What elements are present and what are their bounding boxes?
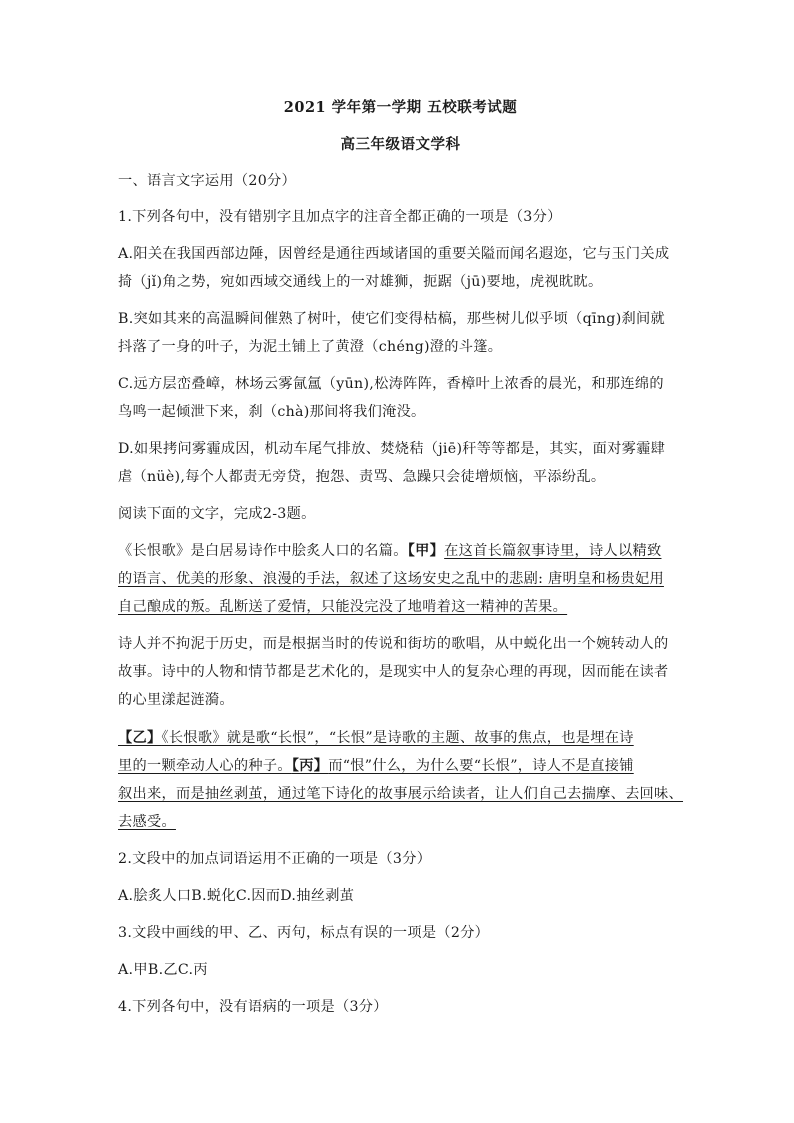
passage-paragraph-3-line-1: [118, 727, 634, 747]
question-1-option-c-line-2: 鸟鸣一起倾泄下来，刹（chà)那间将我们淹没。: [118, 404, 426, 420]
question-1-option-d-line-2: 虐（nüè),每个人都责无旁贷，抱怨、责骂、急躁只会徒增烦恼，平添纷乱。: [118, 469, 606, 485]
exam-title: 2021 学年第一学期 五校联考试题: [283, 99, 518, 116]
question-3-stem: 3.文段中画线的甲、乙、丙句，标点有误的一项是（2分）: [118, 925, 490, 941]
reading-intro: 阅读下面的文字，完成2-3题。: [118, 506, 316, 522]
passage-paragraph-1-line-1: [118, 540, 661, 560]
exam-subtitle: 高三年级语文学科: [340, 136, 461, 153]
passage-paragraph-3-line-4: 去感受。: [118, 814, 176, 830]
question-1-option-b-line-1: B.突如其来的高温瞬间催熟了树叶，使它们变得枯槁，那些树儿似乎顷（qīng)刹间就: [118, 311, 665, 327]
passage-paragraph-2-line-3: 的心里漾起涟漪。: [118, 692, 234, 708]
question-1-option-a-line-2: 掎（jǐ)角之势，宛如西域交通线上的一对雄狮，扼踞（jū)要地，虎视眈眈。: [118, 274, 603, 290]
passage-paragraph-1-line-3: 自己酿成的叛。乱断送了爱情，只能没完没了地啃着这一精神的苦果。: [118, 599, 568, 615]
underlined-sentence-jia: 在这首长篇叙事诗里，诗人以精致: [444, 543, 662, 559]
passage-paragraph-1-line-2: 的语言、优美的形象、浪漫的手法，叙述了这场安史之乱中的悲剧: 唐明皇和杨贵妃用: [118, 571, 664, 587]
question-2-stem: 2.文段中的加点词语运用不正确的一项是（3分）: [118, 851, 432, 867]
question-1-stem: 1.下列各句中，没有错别字且加点字的注音全都正确的一项是（3分）: [118, 209, 562, 225]
passage-paragraph-2-line-2: 故事。诗中的人物和情节都是艺术化的，是现实中人的复杂心理的再现，因而能在读者: [118, 664, 669, 680]
underlined-sentence-bing: 而“恨”什么，为什么要“长恨”，诗人不是直接铺: [328, 758, 634, 774]
question-4-stem: 4.下列各句中，没有语病的一项是（3分）: [118, 999, 388, 1015]
section-heading: 一、语言文字运用（20分）: [118, 173, 297, 189]
question-1-option-c-line-1: C.远方层峦叠嶂，林场云雾氤氲（yūn),松涛阵阵，香樟叶上浓香的晨光，和那连绵的: [118, 376, 664, 392]
marker-bing: 【丙】: [291, 758, 329, 774]
passage-paragraph-3-line-3: 叙出来，而是抽丝剥茧，通过笔下诗化的故事展示给读者，让人们自己去揣摩、去回味、: [118, 786, 684, 802]
marker-jia: 【甲】: [407, 543, 445, 559]
passage-plain-text: 《长恨歌》是白居易诗作中脍炙人口的名篇。: [118, 543, 408, 559]
underlined-sentence-yi-end: 里的一颗牵动人心的种子。: [118, 758, 292, 774]
question-3-options: A.甲B.乙C.丙: [118, 962, 208, 978]
underlined-sentence-yi: 《长恨歌》就是歌“长恨”，“长恨”是诗歌的主题、故事的焦点，也是埋在诗: [161, 730, 634, 746]
question-1-option-b-line-2: 抖落了一身的叶子，为泥土铺上了黄澄（chéng)澄的斗篷。: [118, 339, 503, 355]
question-2-options: A.脍炙人口B.蜕化C.因而D.抽丝剥茧: [118, 888, 355, 904]
marker-yi: 【乙】: [118, 730, 162, 746]
passage-paragraph-2-line-1: 诗人并不拘泥于历史，而是根据当时的传说和街坊的歌唱，从中蜕化出一个婉转动人的: [118, 636, 669, 652]
question-1-option-d-line-1: D.如果拷问雾霾成因，机动车尾气排放、焚烧秸（jiē)秆等等都是，其实，面对雾霾肆: [118, 441, 666, 457]
passage-paragraph-3-line-2: [118, 755, 634, 775]
question-1-option-a-line-1: A.阳关在我国西部边陲，因曾经是通往西域诸国的重要关隘而闻名遐迩，它与玉门关成: [118, 246, 670, 262]
